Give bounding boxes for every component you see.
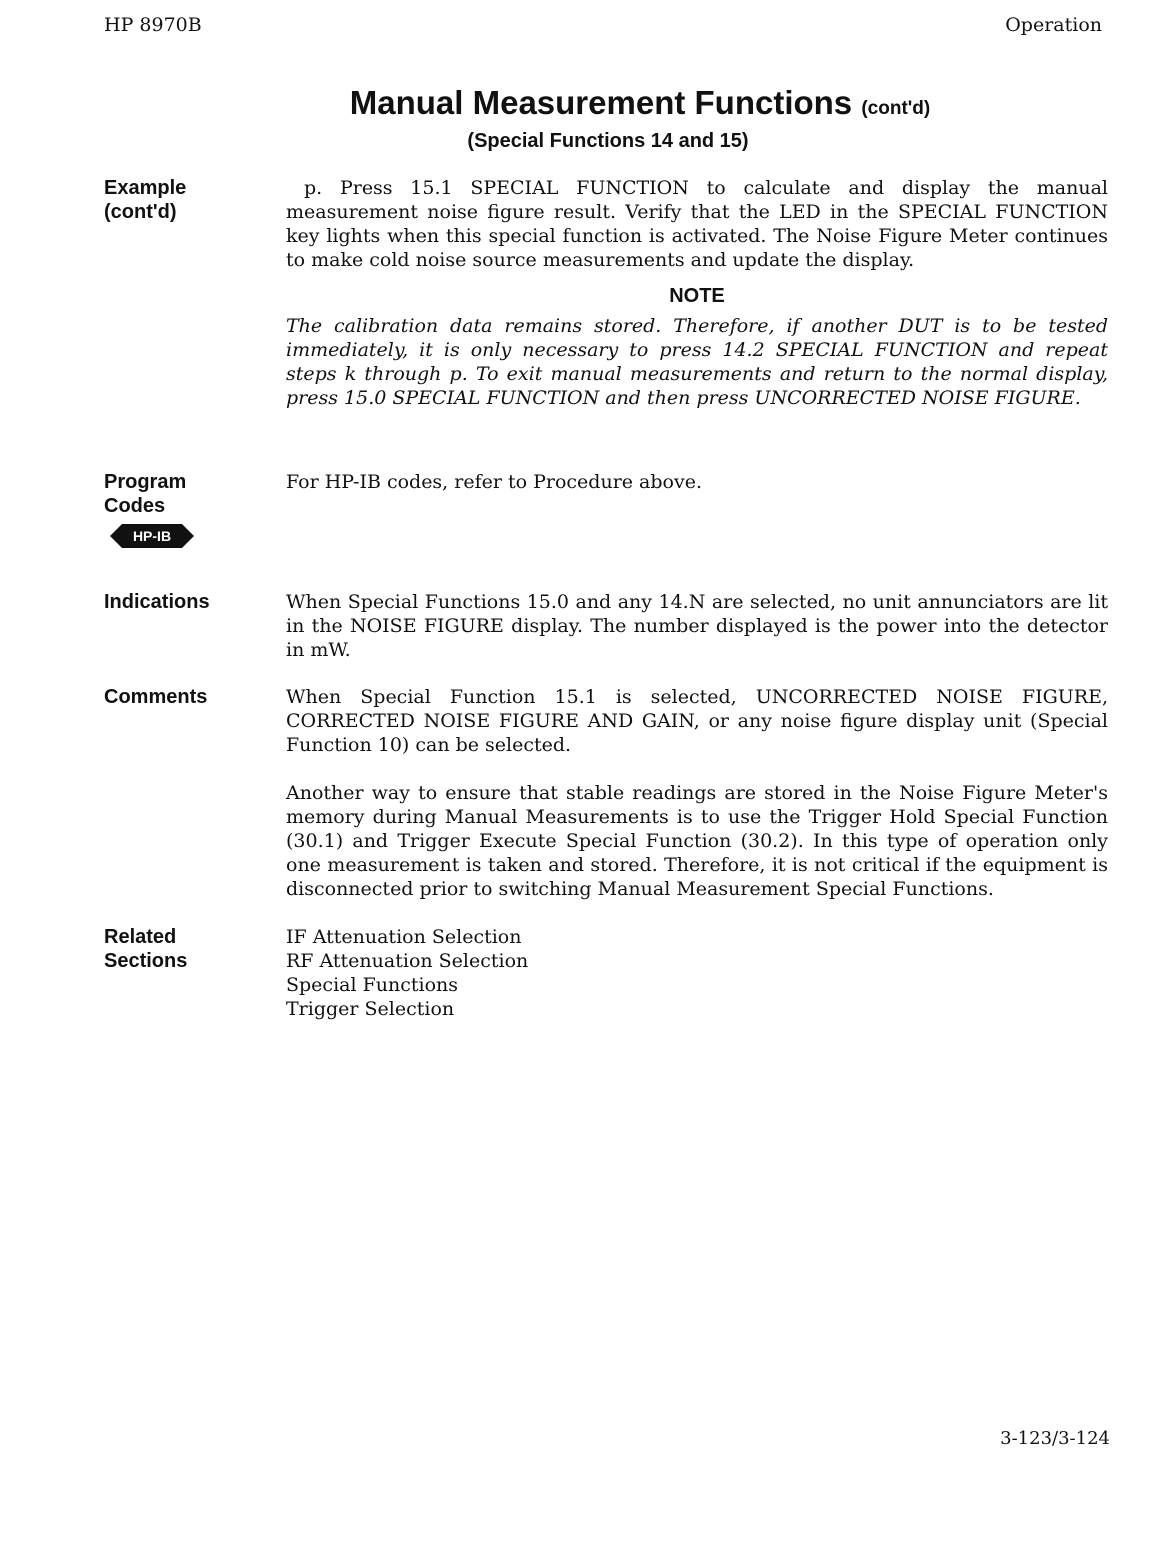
related-sections-label-line1: Related bbox=[104, 926, 177, 948]
related-sections-label-line2: Sections bbox=[104, 950, 188, 972]
title-block bbox=[0, 84, 1176, 153]
program-codes-label bbox=[104, 470, 274, 554]
related-item: RF Attenuation Selection bbox=[286, 950, 529, 972]
program-codes-body bbox=[286, 470, 1108, 494]
example-label-line2: (cont'd) bbox=[104, 201, 177, 223]
indications-body bbox=[286, 590, 1108, 662]
hpib-badge bbox=[110, 524, 180, 548]
example-paragraph: p. Press 15.1 SPECIAL FUNCTION to calculate and display the manual measurement noise figure result. Verify that the LED in the SPECIAL FUNCTION key lights when this special function is activated. The Noise Figure Meter continues to make cold noise source measurements and update the display. bbox=[286, 177, 1108, 271]
comments-paragraph-2: Another way to ensure that stable readings are stored in the Noise Figure Meter's memory during Manual Measurements is to use the Trigger Hold Special Function (30.1) and Trigger Execute Special Function (30.2). In this type of operation only one measurement is taken and stored. Therefore, it is not critical if the equipment is disconnected prior to switching Manual Measurement Special Functions. bbox=[286, 782, 1108, 900]
related-item: Trigger Selection bbox=[286, 998, 455, 1020]
note-text: The calibration data remains stored. Therefore, if another DUT is to be tested immediately, it is only necessary to press 14.2 SPECIAL FUNCTION and repeat steps k through p. To exit manual measurements and return to the normal display, press 15.0 SPECIAL FUNCTION and then press UNCORRECTED NOISE FIGURE. bbox=[286, 315, 1108, 409]
comments-paragraph-1: When Special Function 15.1 is selected, UNCORRECTED NOISE FIGURE, CORRECTED NOISE FIGURE AND GAIN, or any noise figure display unit (Special Function 10) can be selected. bbox=[286, 686, 1108, 756]
indications-text: When Special Functions 15.0 and any 14.N are selected, no unit annunciators are lit in the NOISE FIGURE display. The number displayed is the power into the detector in mW. bbox=[286, 591, 1108, 661]
related-sections-label bbox=[104, 925, 274, 973]
page-title-main: Manual Measurement Functions bbox=[349, 84, 853, 121]
indications-label: Indications bbox=[104, 591, 210, 613]
program-codes-label-line2: Codes bbox=[104, 495, 166, 517]
example-label bbox=[104, 176, 274, 224]
header-left: HP 8970B bbox=[104, 14, 202, 36]
header-right: Operation bbox=[1005, 14, 1102, 36]
program-codes-label-line1: Program bbox=[104, 471, 187, 493]
related-item: Special Functions bbox=[286, 974, 459, 996]
page-number: 3-123/3-124 bbox=[1000, 1428, 1110, 1449]
related-item: IF Attenuation Selection bbox=[286, 926, 522, 948]
comments-body bbox=[286, 685, 1108, 901]
example-body bbox=[286, 176, 1108, 410]
note-heading: NOTE bbox=[669, 285, 725, 307]
hpib-badge-text: HP-IB bbox=[132, 528, 172, 544]
page-subtitle: (Special Functions 14 and 15) bbox=[467, 130, 749, 152]
page-title-cont: (cont'd) bbox=[861, 98, 931, 119]
related-sections-list bbox=[286, 925, 1108, 1021]
program-codes-text: For HP-IB codes, refer to Procedure above. bbox=[286, 471, 703, 493]
page-title bbox=[350, 84, 930, 122]
comments-label: Comments bbox=[104, 686, 208, 708]
example-label-line1: Example bbox=[104, 177, 187, 199]
